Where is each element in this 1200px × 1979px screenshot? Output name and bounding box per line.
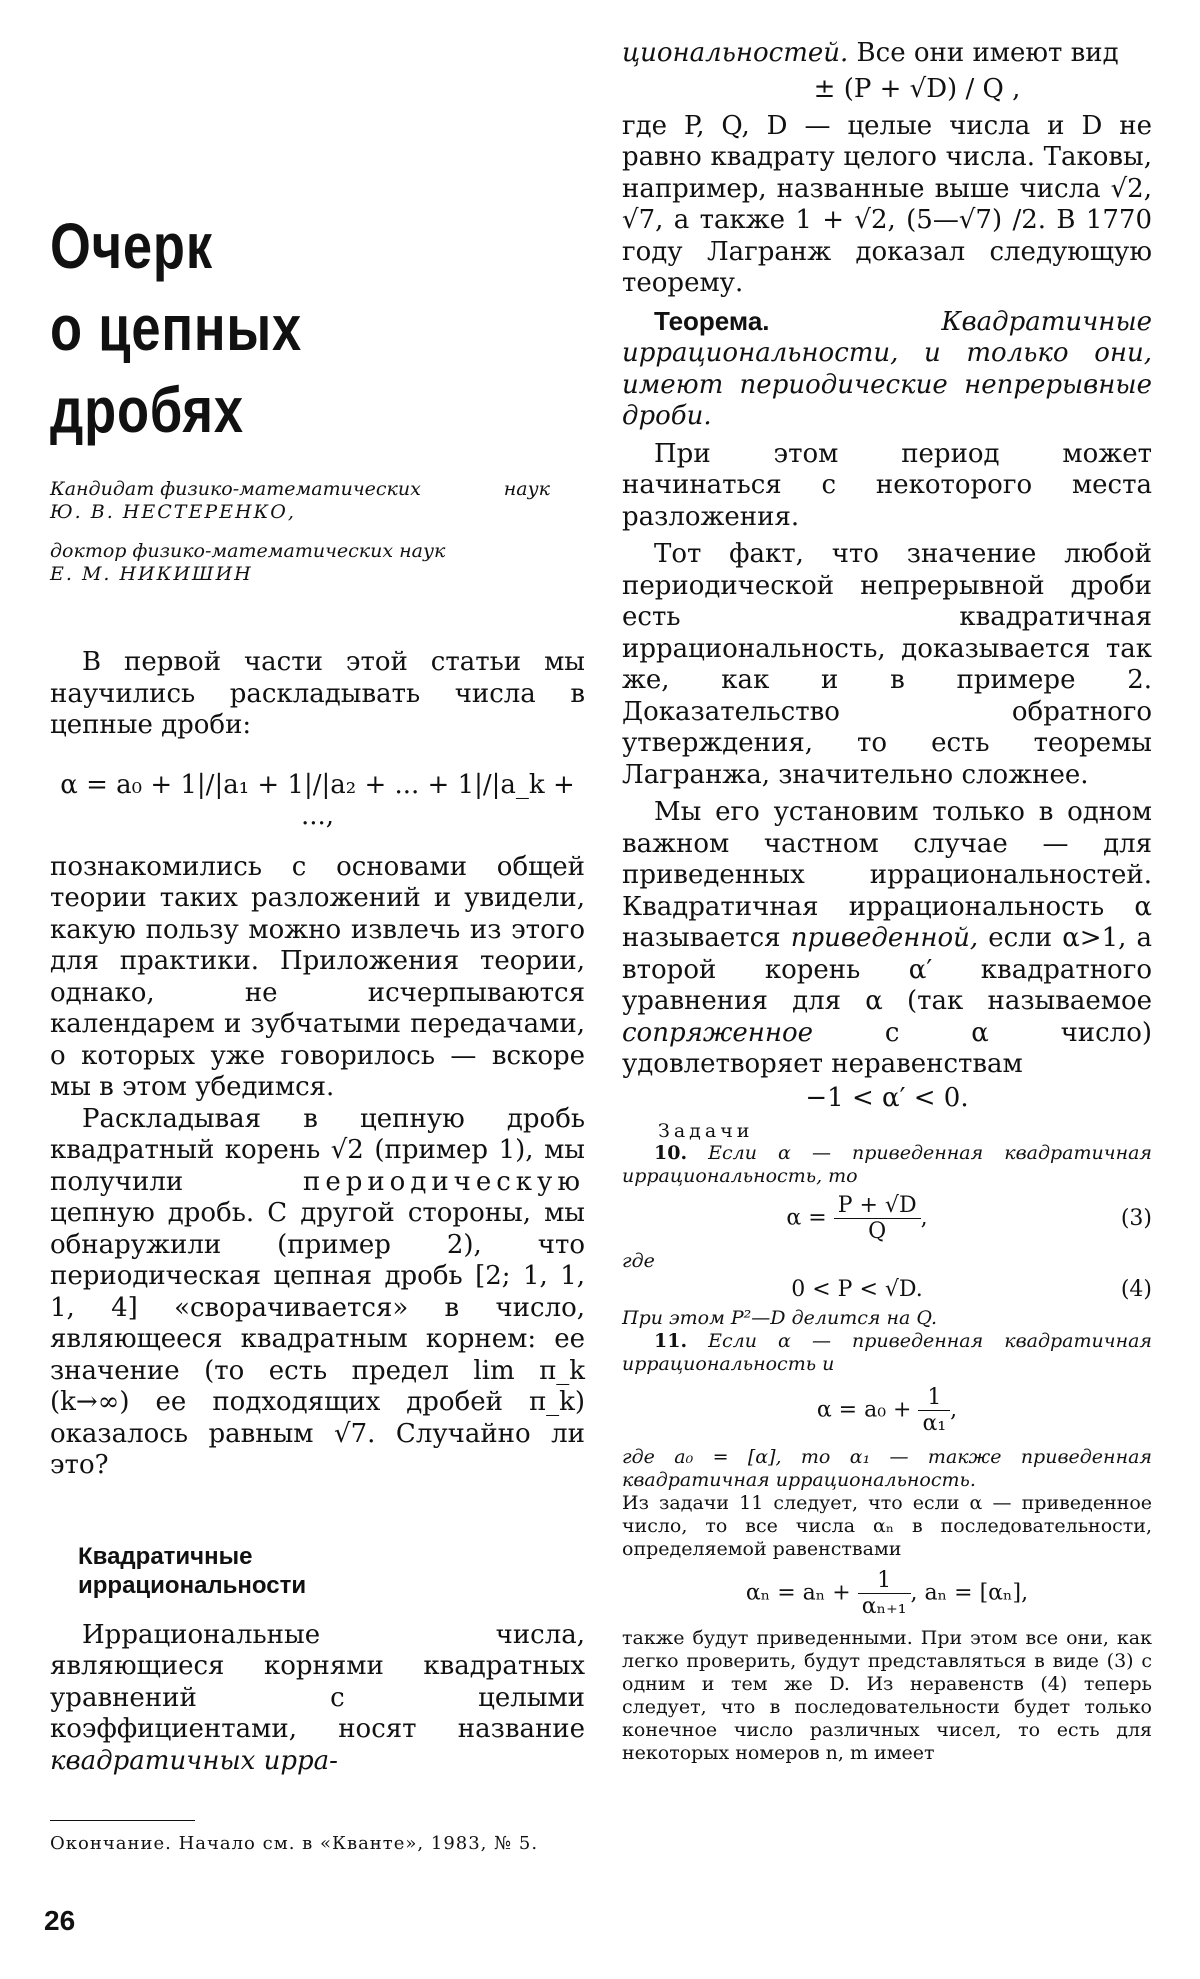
formula-continued-fraction: α = a₀ + 1|/|a₁ + 1|/|a₂ + ... + 1|/|a_k + ..., <box>60 769 575 831</box>
paragraph-sqrt-example: Раскладывая в цепную дробь квадратный корень √2 (пример 1), мы получили периодическую цепную дробь. С другой стороны, мы обнаружили (пример 2), что периодическая цепная дробь [2; 1, 1, 1, 4] «сворачивается» в число, являющееся квадратным корнем: ее значение (то есть предел lim π_k (k→∞) ее подходящих дробей π_k) оказалось равным √7. Случайно ли это? <box>50 1103 585 1480</box>
problem-11-tail: где a₀ = [α], то α₁ — также приведенная квадратичная иррациональность. <box>622 1445 1152 1491</box>
equation-4: 0 < P < √D. (4) <box>791 1277 1152 1302</box>
title-line-3: дробях <box>50 374 244 446</box>
paragraph-theory: познакомились с основами общей теории таких разложений и увидели, какую пользу можно извлечь из этого для практики. Приложения теории, однако, не исчерпываются календарем и зубчатыми передачами, о которых уже говорилось — вскоре мы в этом убедимся. <box>50 851 585 1102</box>
paragraph-period: При этом период может начинаться с некоторого места разложения. <box>622 438 1152 532</box>
where-label: где <box>622 1249 655 1272</box>
title-line-1: Очерк <box>50 210 213 282</box>
paragraph-continuation: циональностей. Все они имеют вид <box>622 38 1119 68</box>
formula-general-form: ± (P + √D) / Q , <box>813 73 1021 104</box>
equation-6: αₙ = aₙ + $\frac{1}{\text{αₙ₊₁}}$ , aₙ = [αₙ], <box>745 1568 1029 1619</box>
left-column <box>50 647 585 1777</box>
paragraph-reduced: Мы его установим только в одном важном частном случае — для приведенных иррациональностей. Квадратичная иррациональность α называется приведенной, если α>1, а второй корень α′ квадратного уравнения для α (так называемое сопряженное с α число) удовлетворяет неравенствам <box>622 797 1153 1079</box>
author-2-degree: доктор физико-математических наук <box>50 540 446 562</box>
authors-block <box>50 478 550 586</box>
paragraph-problem-11-consequence: Из задачи 11 следует, что если α — приведенное число, то все числа αₙ в последовательности, определяемой равенствами <box>622 1491 1152 1560</box>
paragraph-pqd: где P, Q, D — целые числа и D не равно квадрату целого числа. Таковы, например, названные выше числа √2, √7, а также 1 + √2, (5—√7) /2. В 1770 году Лагранж доказал следующую теорему. <box>622 110 1152 298</box>
footnote-rule <box>50 1820 195 1821</box>
paragraph-quadratic-irrationals: Иррациональные числа, являющиеся корнями квадратных уравнений с целыми коэффициентами, носят название квадратичных ирра- <box>50 1619 585 1776</box>
formula-inequality: −1 < α′ < 0. <box>805 1082 969 1113</box>
problem-11: 11. Если α — приведенная квадратичная иррациональность и <box>622 1329 1152 1375</box>
equation-3: α = $\frac{P + √D}{Q}$ , (3) <box>786 1193 1152 1244</box>
section-heading: Квадратичные иррациональности <box>78 1542 307 1599</box>
paragraph-intro: В первой части этой статьи мы научились раскладывать числа в цепные дроби: <box>50 647 585 740</box>
paragraph-fact: Тот факт, что значение любой периодической непрерывной дроби есть квадратичная иррациональность, доказывается так же, как и в примере 2. Доказательство обратного утверждения, то есть теоремы Лагранжа, значительно сложнее. <box>622 539 1152 790</box>
problem-10-tail: При этом P²—D делится на Q. <box>622 1306 938 1329</box>
right-column <box>622 38 1152 1765</box>
problem-10: 10. Если α — приведенная квадратичная иррациональность, то <box>622 1141 1152 1187</box>
problems-heading: Задачи <box>658 1119 754 1142</box>
equation-5: α = a₀ + $\frac{1}{\text{α₁}}$ , <box>816 1385 958 1436</box>
theorem: Теорема. Квадратичные иррациональности, и только они, имеют периодические непрерывные дроби. <box>622 305 1152 431</box>
page-number: 26 <box>44 1905 76 1936</box>
author-1-degree: Кандидат физико-математических наук <box>50 478 550 500</box>
paragraph-finite: также будут приведенными. При этом все они, как легко проверить, будут представляться в виде (3) с одним и тем же D. Из неравенств (4) теперь следует, что в последовательности будет только конечное число различных чисел, то есть для некоторых номеров n, m имеет <box>622 1626 1152 1764</box>
author-1-name: Ю. В. НЕСТЕРЕНКО, <box>50 501 296 523</box>
article-title <box>50 205 302 451</box>
footnote: Окончание. Начало см. в «Кванте», 1983, № 5. <box>50 1833 539 1854</box>
title-line-2: о цепных <box>50 292 303 364</box>
author-2-name: Е. М. НИКИШИН <box>50 563 253 585</box>
